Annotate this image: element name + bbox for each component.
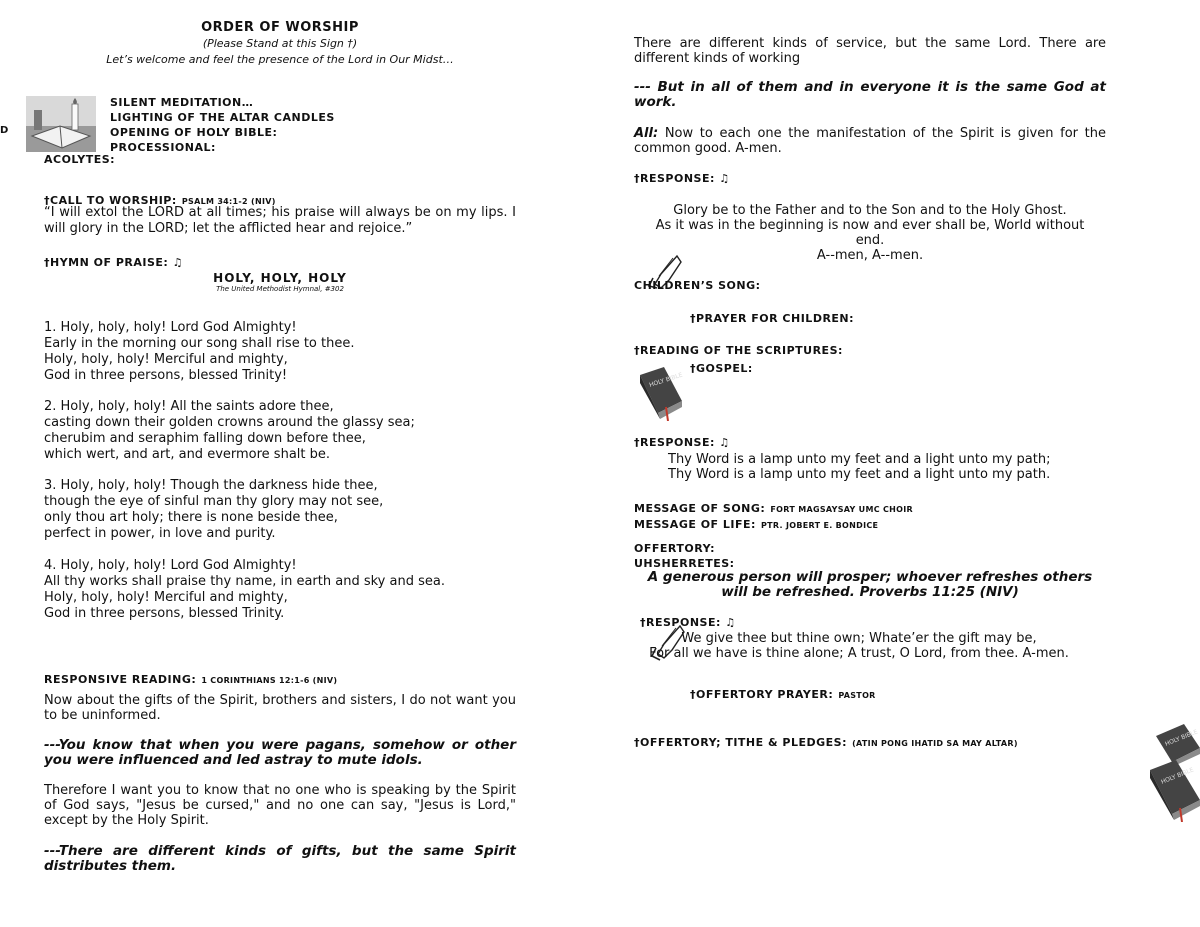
offertory-label: OFFERTORY: (634, 542, 716, 555)
all-label: All: (634, 126, 659, 141)
gloria-patri (634, 203, 1106, 263)
hymn-source: The United Methodist Hymnal, #302 (216, 285, 344, 293)
gloria-line: end. (855, 233, 885, 248)
opening-item: LIGHTING OF THE ALTAR CANDLES (110, 111, 335, 124)
reading-para: Now about the gifts of the Spirit, brothers and sisters, I do not want you to be uninformed. (44, 693, 516, 723)
tithe-pledges-label: †OFFERTORY; TITHE & PLEDGES: (634, 736, 847, 749)
stand-instruction: (Please Stand at this Sign †) (202, 37, 358, 50)
verse-line: though the eye of sinful man thy glory may not see, (44, 494, 384, 509)
response-label: †RESPONSE: ♫ (634, 172, 730, 185)
gloria-line: As it was in the beginning is now and ever shall be, World without (655, 218, 1085, 233)
hymn-of-praise-label: †HYMN OF PRAISE: ♫ (44, 256, 184, 269)
verse-line: God in three persons, blessed Trinity. (44, 606, 285, 621)
response-line: Thy Word is a lamp unto my feet and a light unto my path; (668, 452, 1051, 467)
gospel-label: †GOSPEL: (690, 362, 753, 375)
holy-bible-icon (1144, 756, 1200, 822)
offertory-prayer-label: †OFFERTORY PRAYER: (690, 688, 834, 701)
scripture-para-bold: --- But in all of them and in everyone it is the same God at work. (634, 79, 1106, 110)
responsive-reading-ref: 1 CORINTHIANS 12:1-6 (NIV) (201, 676, 338, 685)
message-of-life (634, 513, 878, 532)
reading-para-bold: ---You know that when you were pagans, somehow or other you were influenced and led astray to mute idols. (44, 737, 516, 768)
response-line: We give thee but thine own; Whate’er the gift may be, (681, 631, 1037, 646)
verse-line: Early in the morning our song shall rise to thee. (44, 336, 355, 351)
verse-line: Holy, holy, holy! Merciful and mighty, (44, 590, 288, 605)
message-of-song-value: FORT MAGSAYSAY UMC CHOIR (770, 505, 913, 514)
bible-cover-text: HOLY BIBLE (1160, 766, 1195, 786)
scripture-para: There are different kinds of service, but the same Lord. There are different kinds of working (634, 36, 1106, 66)
message-of-song-label: MESSAGE OF SONG: (634, 502, 766, 515)
thy-word-response (668, 452, 1050, 482)
hymn-verse-1 (44, 320, 354, 384)
response-label: †RESPONSE: ♫ (640, 616, 736, 629)
responsive-reading-heading (44, 668, 337, 687)
verse-line: All thy works shall praise thy name, in earth and sky and sea. (44, 574, 445, 589)
opening-item: PROCESSIONAL: (110, 141, 216, 154)
offertory-prayer (690, 683, 876, 702)
response-line: For all we have is thine alone; A trust, O Lord, from thee. A-men. (649, 646, 1069, 661)
hymn-verse-3 (44, 478, 383, 542)
verse-line: which wert, and art, and evermore shalt be. (44, 447, 331, 462)
call-to-worship-ref: PSALM 34:1-2 (NIV) (181, 197, 276, 206)
response-line: Thy Word is a lamp unto my feet and a light unto my path. (668, 467, 1051, 482)
proverb-line: will be refreshed. Proverbs 11:25 (NIV) (721, 584, 1019, 600)
proverb-line: A generous person will prosper; whoever refreshes others (647, 569, 1093, 585)
offertory-response (634, 631, 1084, 661)
response-label: †RESPONSE: ♫ (634, 436, 730, 449)
all-response (634, 126, 1106, 156)
responsive-reading-label: RESPONSIVE READING: (44, 673, 197, 686)
reading-para: Therefore I want you to know that no one who is speaking by the Spirit of God says, "Jesus be cursed," and no one can say, "Jesus is Lord," except by the Holy Spirit. (44, 783, 516, 828)
proverb-verse (634, 570, 1106, 600)
opening-list (110, 95, 335, 155)
tithe-pledges (634, 731, 1018, 750)
all-text: Now to each one the manifestation of the Spirit is given for the common good. A-men. (634, 126, 1106, 156)
verse-line: 2. Holy, holy, holy! All the saints adore thee, (44, 399, 334, 414)
hymn-verse-4 (44, 558, 445, 622)
verse-line: God in three persons, blessed Trinity! (44, 368, 288, 383)
edge-mark: D (0, 125, 9, 136)
opening-item: SILENT MEDITATION… (110, 96, 254, 109)
altar-candle-icon (26, 96, 96, 152)
childrens-song-label: CHILDREN’S SONG: (634, 279, 761, 292)
offertory-prayer-value: PASTOR (838, 691, 876, 700)
message-of-life-value: PTR. JOBERT E. BONDICE (761, 521, 879, 530)
verse-line: only thou art holy; there is none beside thee, (44, 510, 338, 525)
gloria-line: Glory be to the Father and to the Son and to the Holy Ghost. (673, 203, 1067, 218)
reading-of-scriptures-label: †READING OF THE SCRIPTURES: (634, 344, 843, 357)
holy-bible-icon (636, 363, 686, 421)
welcome-line: Let’s welcome and feel the presence of the Lord in Our Midst… (106, 53, 454, 66)
hymn-verse-2 (44, 399, 415, 463)
verse-line: Holy, holy, holy! Merciful and mighty, (44, 352, 288, 367)
bible-cover-text: HOLY BIBLE (648, 371, 684, 389)
acolytes-label: ACOLYTES: (44, 153, 116, 166)
verse-line: casting down their golden crowns around the glassy sea; (44, 415, 415, 430)
bible-cover-text: HOLY BIBLE (1164, 728, 1199, 748)
hymn-title: HOLY, HOLY, HOLY (213, 271, 347, 285)
opening-item: OPENING OF HOLY BIBLE: (110, 126, 278, 139)
prayer-for-children-label: †PRAYER FOR CHILDREN: (690, 312, 855, 325)
verse-line: cherubim and seraphim falling down before thee, (44, 431, 366, 446)
verse-line: 3. Holy, holy, holy! Though the darkness hide thee, (44, 478, 378, 493)
message-of-life-label: MESSAGE OF LIFE: (634, 518, 756, 531)
tithe-pledges-value: (ATIN PONG IHATID SA MAY ALTAR) (852, 739, 1018, 748)
gloria-line: A--men, A--men. (816, 248, 924, 263)
page-title: ORDER OF WORSHIP (201, 20, 359, 35)
call-to-worship-label: †CALL TO WORSHIP: (44, 194, 177, 207)
verse-line: 1. Holy, holy, holy! Lord God Almighty! (44, 320, 297, 335)
call-to-worship-text: “I will extol the LORD at all times; his praise will always be on my lips. I will glory in the LORD; let the afflicted hear and rejoice.” (44, 205, 516, 236)
reading-para-bold: ---There are different kinds of gifts, but the same Spirit distributes them. (44, 843, 516, 874)
usherettes-label: UHSHERRETES: (634, 557, 735, 570)
verse-line: 4. Holy, holy, holy! Lord God Almighty! (44, 558, 297, 573)
verse-line: perfect in power, in love and purity. (44, 526, 276, 541)
